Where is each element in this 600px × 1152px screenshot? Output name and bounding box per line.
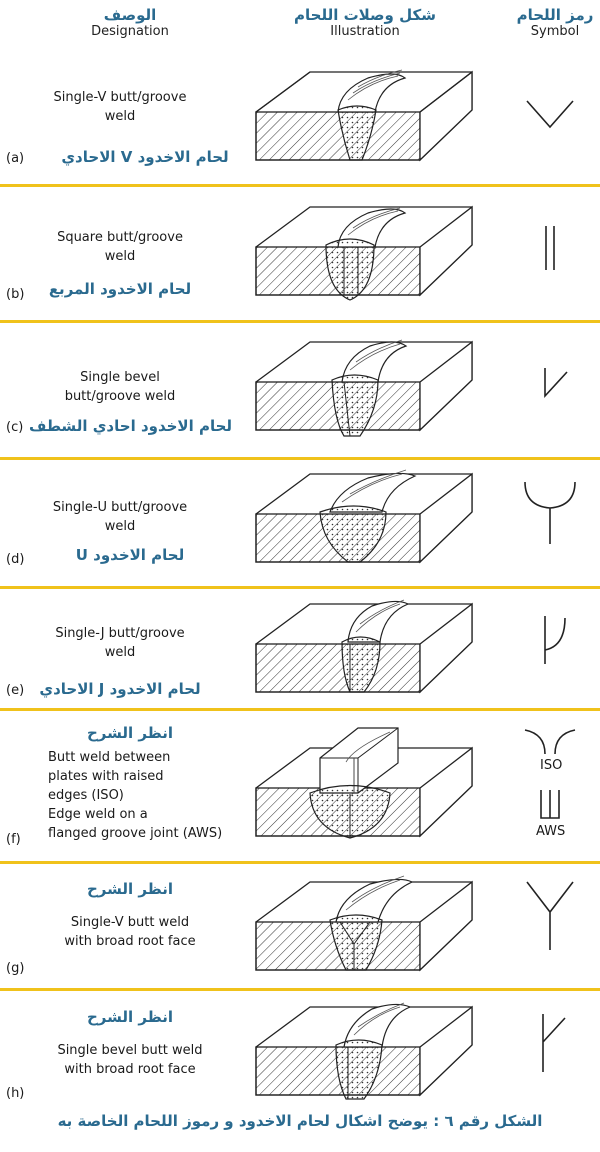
row-b-description	[30, 228, 210, 266]
row-f-iso-label: ISO	[540, 758, 563, 773]
row-g-illustration	[250, 866, 480, 986]
row-f-line2: plates with raised	[48, 769, 164, 784]
row-b-illustration	[250, 195, 480, 310]
flange-iso-icon	[515, 724, 585, 758]
row-a-letter: (a)	[6, 151, 25, 166]
v-groove-icon	[515, 95, 585, 135]
row-d-illustration	[250, 462, 480, 582]
row-g-arabic: انظر الشرح	[86, 880, 174, 898]
header-designation	[60, 6, 200, 40]
bevel-groove-icon	[515, 362, 585, 402]
square-groove-icon	[515, 222, 585, 274]
row-a-illustration	[250, 60, 480, 170]
header-symbol-ar: رمز اللحام	[516, 6, 594, 24]
row-h-illustration	[250, 995, 480, 1107]
row-f-arabic: انظر الشرح	[86, 724, 174, 742]
row-e-letter: (e)	[6, 683, 25, 698]
divider-e	[0, 708, 600, 711]
row-a-en2: weld	[104, 109, 136, 124]
header-designation-ar: الوصف	[103, 6, 157, 24]
row-h-letter: (h)	[6, 1086, 25, 1101]
row-h-arabic: انظر الشرح	[86, 1008, 174, 1026]
row-b-en1: Square butt/groove	[57, 230, 183, 245]
row-d-arabic: لحام الاخدود U	[75, 546, 185, 564]
row-f-line3: edges (ISO)	[48, 788, 124, 803]
header-illustration-en: Illustration	[330, 24, 400, 39]
row-h-description	[40, 1041, 220, 1079]
u-groove-icon	[515, 478, 585, 548]
y-groove-icon	[515, 876, 585, 954]
flange-aws-icon	[515, 786, 585, 822]
divider-c	[0, 457, 600, 460]
row-g-letter: (g)	[6, 961, 25, 976]
row-g-en1: Single-V butt weld	[70, 915, 190, 930]
row-e-description	[30, 624, 210, 662]
row-b-letter: (b)	[6, 287, 25, 302]
figure-caption: الشكل رقم ٦ : يوضح اشكال لحام الاخدود و رموز اللحام الخاصة به	[57, 1112, 543, 1130]
row-g-en2: with broad root face	[64, 934, 196, 949]
row-a-description	[30, 88, 210, 126]
row-f-letter: (f)	[6, 832, 21, 847]
row-a-arabic: لحام الاخدود V الاحادي	[61, 148, 229, 166]
row-c-description	[30, 368, 210, 406]
divider-g	[0, 988, 600, 991]
row-e-en1: Single-J butt/groove	[55, 626, 185, 641]
row-h-en1: Single bevel butt weld	[57, 1043, 203, 1058]
bevel-root-icon	[515, 1010, 585, 1076]
divider-f	[0, 861, 600, 864]
row-c-en2: butt/groove weld	[64, 389, 176, 404]
row-c-en1: Single bevel	[80, 370, 160, 385]
header-symbol	[515, 6, 595, 40]
row-f-description	[48, 748, 222, 843]
row-h-en2: with broad root face	[64, 1062, 196, 1077]
row-g-description	[40, 913, 220, 951]
row-f-line4: Edge weld on a	[48, 807, 148, 822]
divider-a	[0, 184, 600, 187]
row-c-arabic: لحام الاخدود احادي الشطف	[28, 417, 233, 435]
divider-b	[0, 320, 600, 323]
row-d-en2: weld	[104, 519, 136, 534]
row-b-arabic: لحام الاخدود المربع	[48, 280, 192, 298]
row-f-line5: flanged groove joint (AWS)	[48, 826, 223, 841]
row-d-letter: (d)	[6, 552, 25, 567]
header-designation-en: Designation	[91, 24, 169, 39]
row-e-illustration	[250, 592, 480, 707]
row-c-illustration	[250, 330, 480, 445]
divider-d	[0, 586, 600, 589]
header-symbol-en: Symbol	[530, 24, 580, 39]
header-illustration-ar: شكل وصلات اللحام	[294, 6, 436, 24]
j-groove-icon	[515, 612, 585, 668]
row-e-en2: weld	[104, 645, 136, 660]
row-b-en2: weld	[104, 249, 136, 264]
row-d-description	[30, 498, 210, 536]
row-c-letter: (c)	[6, 420, 24, 435]
row-f-illustration	[250, 718, 480, 858]
row-d-en1: Single-U butt/groove	[52, 500, 188, 515]
row-a-en1: Single-V butt/groove	[53, 90, 187, 105]
row-e-arabic: لحام الاخدود J الاحادي	[39, 680, 201, 698]
header-illustration	[270, 6, 460, 40]
row-f-aws-label: AWS	[536, 824, 566, 839]
row-f-line1: Butt weld between	[48, 750, 171, 765]
